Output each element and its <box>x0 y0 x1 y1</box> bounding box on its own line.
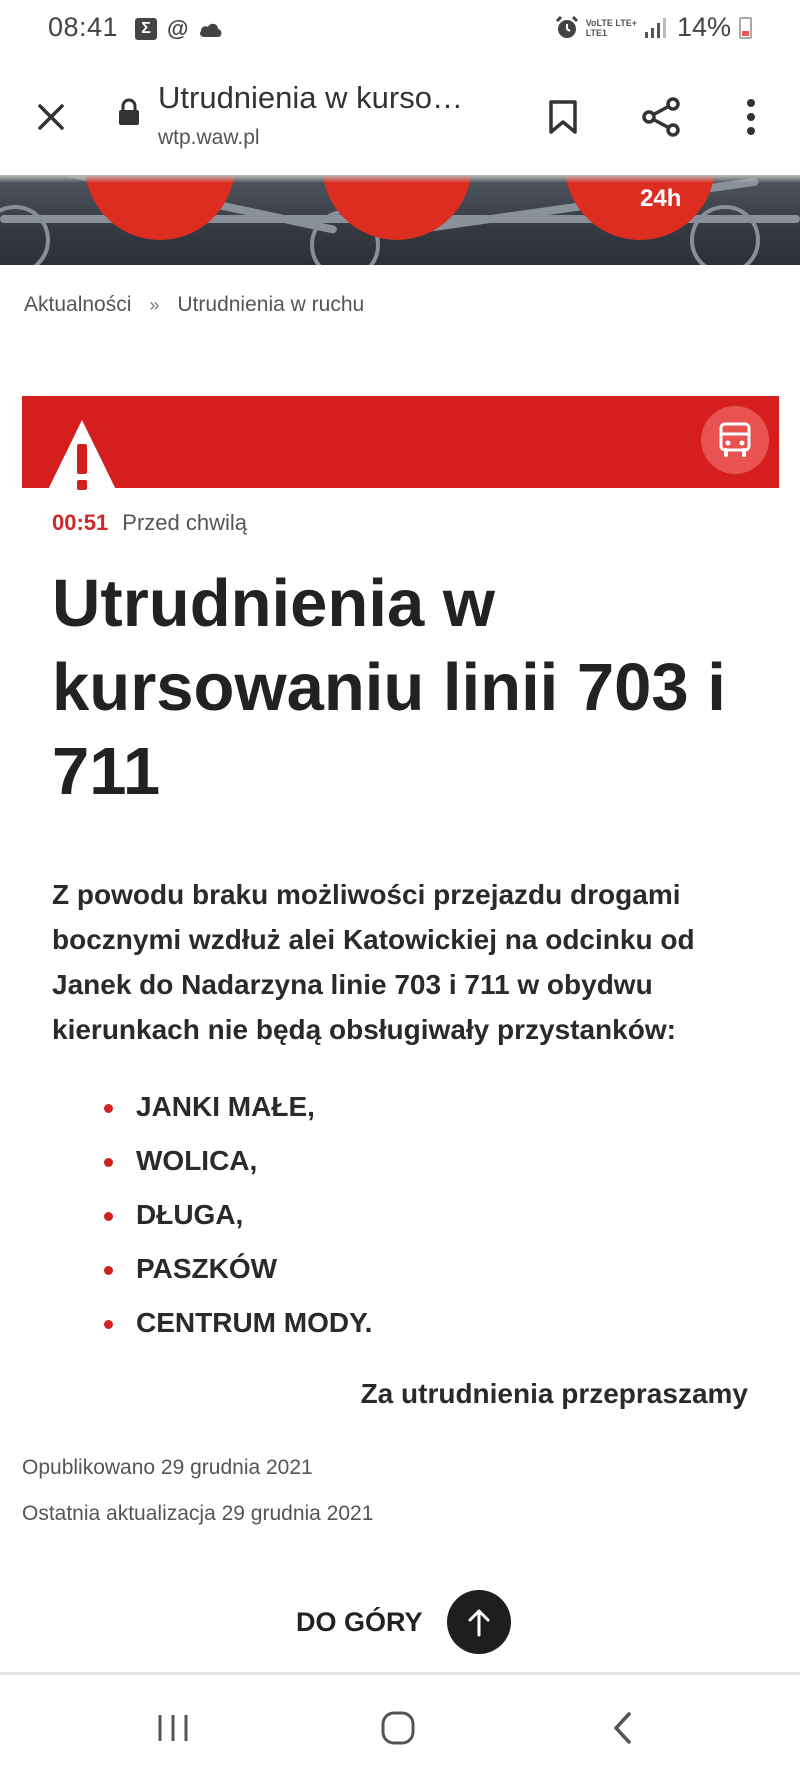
status-bar <box>0 0 800 60</box>
breadcrumb-item-news[interactable]: Aktualności <box>24 293 132 316</box>
more-vertical-icon <box>746 98 756 136</box>
stop-item: JANKI MAŁE, <box>98 1080 372 1134</box>
page-url[interactable]: wtp.waw.pl <box>158 126 260 149</box>
system-navigation-bar <box>0 1675 800 1778</box>
article-meta <box>52 510 247 536</box>
network-type-top: VoLTE LTE+ <box>585 17 637 28</box>
close-icon <box>37 103 65 131</box>
alarm-icon <box>554 15 580 41</box>
article-title: Utrudnienia w kursowaniu linii 703 i 711 <box>52 566 726 809</box>
article-lead: Z powodu braku możliwości przejazdu drogami bocznymi wzdłuż alei Katowickiej na odcinku od Janek do Nadarzyna linie 703 i 711 w obydwu kierunkach nie będą obsługiwały przystanków: <box>52 879 695 1045</box>
more-options-button[interactable] <box>736 92 766 142</box>
back-chevron-icon <box>612 1711 632 1745</box>
home-button[interactable] <box>368 1703 428 1753</box>
notification-icons <box>135 18 224 40</box>
bookmark-icon <box>548 99 578 135</box>
article-relative-time: Przed chwilą <box>122 510 247 535</box>
updated-date: Ostatnia aktualizacja 29 grudnia 2021 <box>22 1502 374 1525</box>
back-to-top-label[interactable]: DO GÓRY <box>296 1606 423 1637</box>
share-icon <box>640 96 682 138</box>
apology-text: Za utrudnienia przepraszamy <box>360 1378 748 1409</box>
network-type <box>586 18 637 38</box>
recent-apps-button[interactable] <box>143 1703 203 1753</box>
stop-item: WOLICA, <box>98 1134 372 1188</box>
browser-toolbar <box>0 60 800 175</box>
lock-icon <box>118 98 140 126</box>
battery-icon <box>739 17 752 39</box>
warning-triangle-icon <box>40 418 124 504</box>
hero-banner-image <box>0 175 800 265</box>
back-button[interactable] <box>592 1703 652 1753</box>
bookmark-button[interactable] <box>540 92 586 142</box>
article-time: 00:51 <box>52 510 109 535</box>
stop-item: PASZKÓW <box>98 1242 372 1296</box>
recent-apps-icon <box>156 1713 190 1743</box>
alert-banner <box>22 396 779 488</box>
back-to-top-button[interactable] <box>296 1590 511 1654</box>
signal-icon <box>643 17 667 39</box>
stop-item: DŁUGA, <box>98 1188 372 1242</box>
hero-24h-label: 24h <box>640 185 682 212</box>
sigma-app-icon: Σ <box>135 18 157 40</box>
back-to-top-circle[interactable] <box>447 1590 511 1654</box>
share-button[interactable] <box>636 92 686 142</box>
page-title[interactable]: Utrudnienia w kurso… <box>158 80 463 115</box>
cloud-icon <box>198 20 224 38</box>
breadcrumb-separator: » <box>149 294 160 315</box>
bus-badge <box>701 406 769 474</box>
breadcrumb <box>24 293 364 317</box>
home-icon <box>380 1710 416 1746</box>
battery-percent: 14% <box>676 12 731 42</box>
published-date: Opublikowano 29 grudnia 2021 <box>22 1456 313 1479</box>
system-indicators <box>554 12 752 43</box>
arrow-up-icon <box>466 1607 492 1637</box>
status-time: 08:41 <box>48 12 119 42</box>
stop-item: CENTRUM MODY. <box>98 1296 372 1350</box>
bus-icon <box>715 420 755 460</box>
network-type-bottom: LTE1 <box>585 27 608 38</box>
breadcrumb-item-disruptions[interactable]: Utrudnienia w ruchu <box>177 293 365 316</box>
close-tab-button[interactable] <box>28 94 74 140</box>
at-sign-icon: @ <box>167 16 189 41</box>
stops-list <box>98 1080 372 1350</box>
